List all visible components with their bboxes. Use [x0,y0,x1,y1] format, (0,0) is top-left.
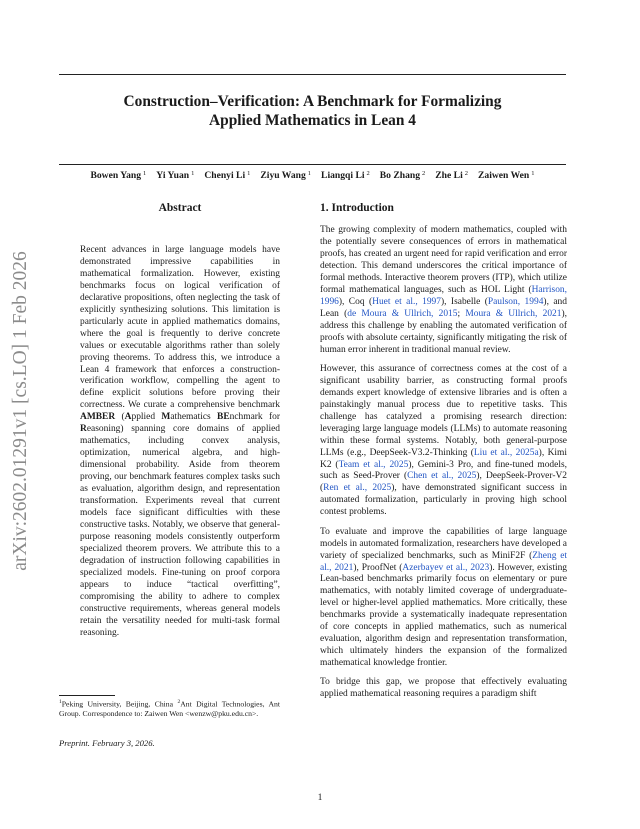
author [478,170,535,181]
paragraph-text: ), Kimi K2 ( [320,447,567,470]
author-name: Chenyi Li [204,170,246,181]
author-name: Liangqi Li [321,170,365,181]
paragraph-text: ), address this challenge by enabling the automated verification of proofs with absolute certainty, significantly mitigating the risk of human error inherent in traditional manual review. [320,308,567,355]
paragraph-text: ; [457,308,466,319]
citation-link[interactable]: de Moura & Ullrich, 2015 [347,308,458,319]
citation-link[interactable]: Liu et al., 2025a [473,447,539,458]
author-name: Ziyu Wang [260,170,306,181]
author-affiliation-marker: 1 [307,170,312,177]
author [204,170,250,181]
intro-paragraph [320,527,567,670]
author-name: Yi Yuan [156,170,190,181]
expansion-segment: ( [121,412,125,423]
expansion-segment: M [161,412,171,423]
author [380,170,426,181]
title-bottom-rule [59,164,566,165]
paragraph-text: ). However, existing Lean-based benchmarks primarily focus on elementary or pure mathematics, with notably limited coverage of undergraduate-level or higher-level applied mathematics. More critically, these benchmarks provide a systematically inadequate representation of core concepts in applied mathematics, such as numerical evaluation, algorithm design and representation transformation, which ultimately hinders the expansion of the formalized mathematical knowledge frontier. [320,562,568,669]
author [435,170,468,181]
abstract-heading: Abstract [158,202,202,214]
paragraph-text: To bridge this gap, we propose that effectively evaluating applied mathematical reasoning requires a paradigm shift [320,677,567,700]
citation-link[interactable]: Chen et al., 2025 [407,471,477,482]
abstract-text [80,245,280,639]
paragraph-text: To evaluate and improve the capabilities of large language models in automated formalization, researchers have developed a variety of specialized benchmarks, such as MiniF2F ( [320,526,567,561]
introduction-heading: 1. Introduction [320,202,394,214]
author-affiliation-marker: 2 [366,170,370,177]
expansion-segment: easoning) [86,424,124,435]
citation-link[interactable]: Team et al., 2025 [338,459,409,470]
paper-title [59,92,566,130]
paragraph-text: The growing complexity of modern mathematics, coupled with the potentially severe consequences of errors in mathematical proofs, has created an urgent need for rapid verification and error detection. This demand underscores the critical importance of formal methods. Interactive theorem provers (ITP), which utilize formal mathematical languages, such as HOL Light ( [320,225,567,295]
paragraph-text: ), DeepSeek-Prover-V2 ( [320,471,568,494]
expansion-segment: pplied [131,412,162,423]
citation-link[interactable]: Moura & Ullrich, 2021 [465,308,562,319]
author-affiliation-marker: 1 [531,170,535,177]
title-line-1: Construction–Verification: A Benchmark for Formalizing [123,93,502,110]
paragraph-text: ), Gemini-3 Pro, and fine-tuned models, such as Seed-Prover ( [320,459,567,482]
paragraph-text: However, this assurance of correctness comes at the cost of a significant usability barrier, as constructing formal proofs demands expert knowledge of extensive libraries and is often a painstakingly manual process due to repetitive tasks. This challenge has catalyzed a promising research direction: leveraging large language models (LLMs) to automate reasoning within these formal systems. Notably, both general-purpose LLMs (e.g., DeepSeek-V3.2-Thinking ( [320,363,567,458]
introduction-text [320,225,567,709]
citation-link[interactable]: Azerbayev et al., 2023 [402,562,490,573]
preprint-date: Preprint. February 3, 2026. [59,738,155,748]
paragraph-text: ), have demonstrated significant success in automated formalization, particularly in proving high school contest problems. [320,483,568,518]
citation-link[interactable]: Harrison, 1996 [320,284,567,307]
author-affiliation-marker: 1 [247,170,251,177]
paragraph-text: ), Coq ( [338,296,373,307]
author-affiliation-marker: 1 [191,170,195,177]
title-line-2: Applied Mathematics in Lean 4 [209,112,416,129]
author-affiliation-marker: 2 [422,170,426,177]
abstract-text-after: spanning core domains of applied mathematics, including convex analysis, optimization, numerical algebra, and high-dimensional probability. Aside from theorem proving, our benchmark features complex tasks such as evaluation, algorithm design, and representation transformation. Experiments reveal that current models face significant difficulties with these constructive tasks. Notably, we observe that general-purpose reasoning models consistently outperform specialized theorem provers. We attribute this to a degradation of instruction following capabilities in specialized models. Fine-tuning on proof corpora appears to induce “tactical overfitting”, compromising the ability to adhere to complex constructive requirements, whereas general models retain the versatility needed for multi-task formal reasoning. [80,424,280,638]
author [260,170,311,181]
author-list [59,167,566,183]
expansion-segment: athematics [170,412,218,423]
intro-paragraph [320,225,567,356]
footnote-marker-2: 2 [177,699,181,705]
author-affiliation-marker: 1 [143,170,147,177]
expansion-segment: nchmark for [229,412,280,423]
footnote-rule [59,695,115,696]
author-name: Zhe Li [435,170,463,181]
page-number: 1 [317,792,323,803]
citation-link[interactable]: Paulson, 1994 [487,296,544,307]
abstract-text-before: Recent advances in large language models have demonstrated impressive capabilities in mathematical formalization. However, existing benchmarks focus on logical verification of declarative propositions, often neglecting the task of explicitly synthesizing solutions. This limitation is particularly acute in applied mathematics domains, where the goal is frequently to derive concrete values or executable algorithms rather than solely proving theorems. To address this, we introduce a Lean 4 framework that enforces a construction-verification workflow, compelling the agent to define explicit solutions before proving their correctness. We curate a comprehensive benchmark [80,245,280,411]
paragraph-text: ), Isabelle ( [441,296,488,307]
paragraph-text: ), and Lean ( [320,296,567,319]
expansion-segment: R [80,424,87,435]
author-name: Zaiwen Wen [478,170,530,181]
author [90,170,146,181]
footnote-affiliation-2: Ant Digital Technologies, Ant Group. Correspondence to: Zaiwen Wen <wenzw@pku.edu.cn>. [59,699,280,718]
citation-link[interactable]: Ren et al., 2025 [323,483,392,494]
arxiv-identifier: arXiv:2602.01291v1 [cs.LO] 1 Feb 2026 [10,251,31,571]
benchmark-acronym: AMBER [80,412,116,423]
paragraph-text: ), ProofNet ( [353,562,403,573]
expansion-segment: BE [217,412,230,423]
expansion-segment: A [124,412,132,423]
intro-paragraph [320,364,567,519]
author-name: Bowen Yang [90,170,142,181]
affiliation-footnote [59,698,280,718]
footnote-marker-1: 1 [59,699,62,705]
citation-link[interactable]: Zheng et al., 2021 [320,550,567,573]
author-name: Bo Zhang [379,170,421,181]
author [156,170,194,181]
author [321,170,370,181]
author-affiliation-marker: 2 [464,170,468,177]
citation-link[interactable]: Huet et al., 1997 [372,296,441,307]
footnote-affiliation-1: Peking University, Beijing, China [61,699,178,709]
intro-paragraph [320,677,567,701]
title-top-rule [59,74,566,75]
